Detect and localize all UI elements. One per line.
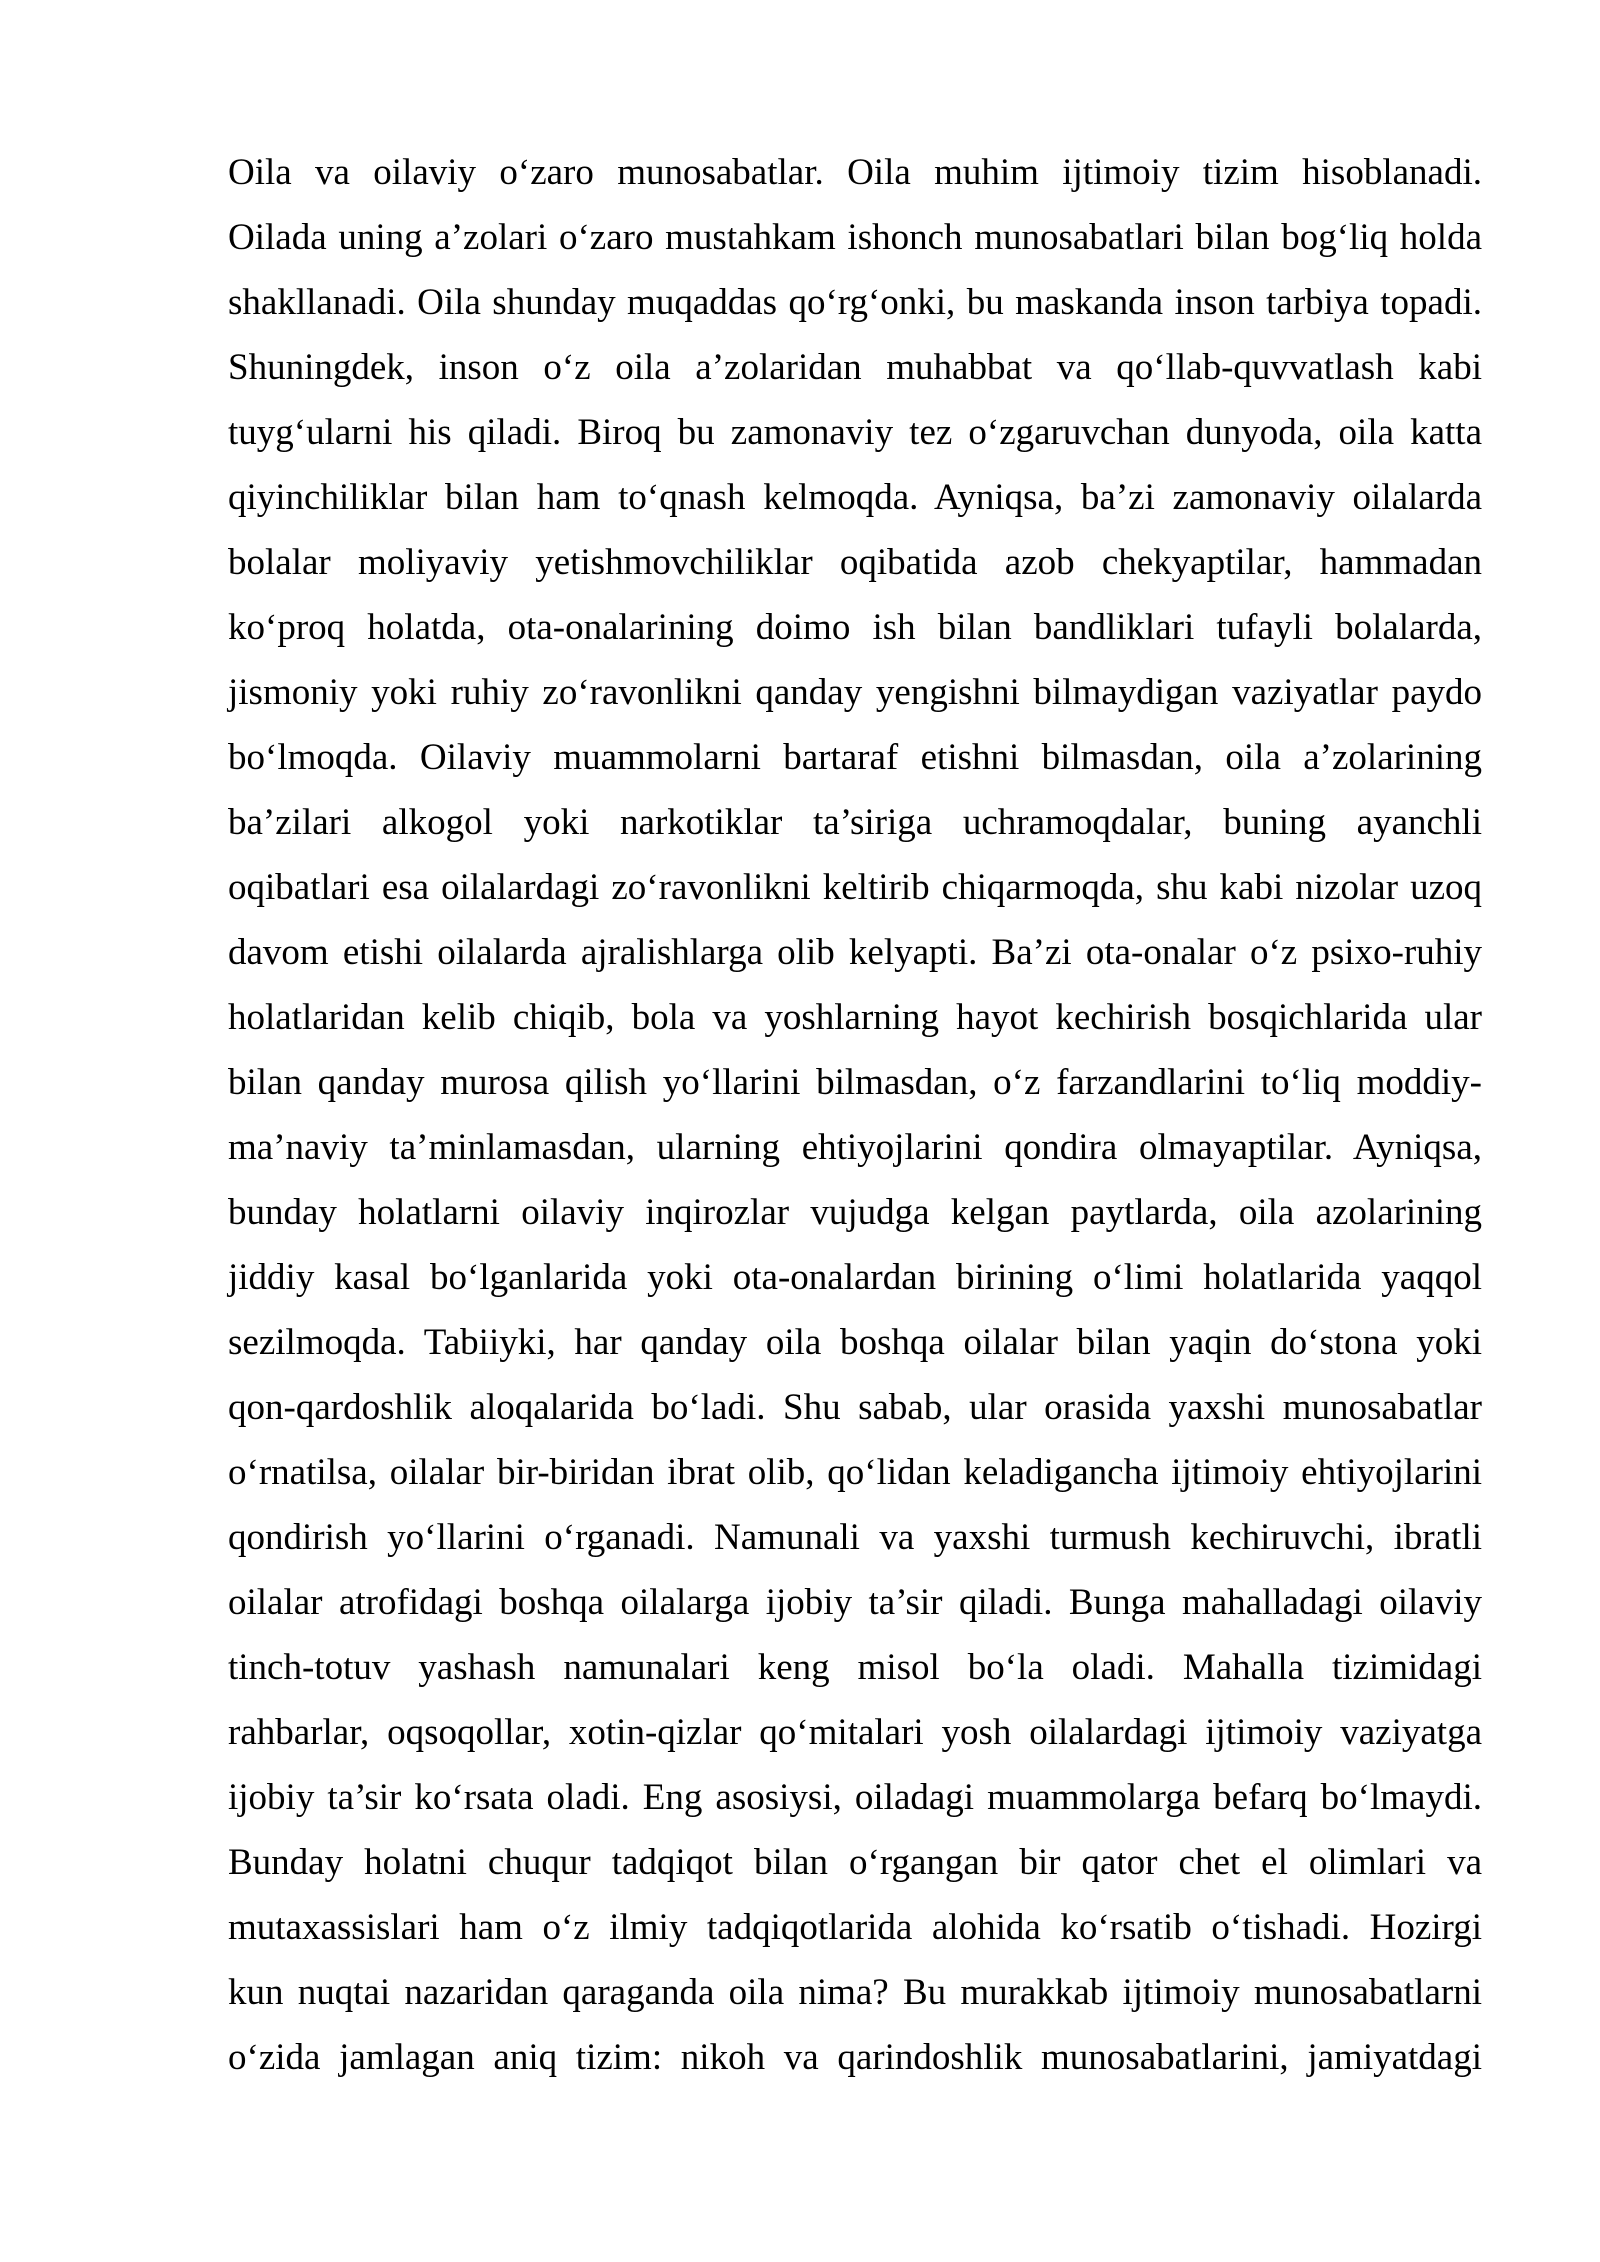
text-line: oqibatlari esa oilalardagi zo‘ravonlikni keltirib chiqarmoqda, shu kabi nizolar uzoq	[228, 867, 1482, 908]
text-line: Oilada uning a’zolari o‘zaro mustahkam ishonch munosabatlari bilan bog‘liq holda	[228, 217, 1482, 258]
text-line: bolalar moliyaviy yetishmovchiliklar oqibatida azob chekyaptilar, hammadan	[228, 542, 1482, 583]
text-line: Oila va oilaviy o‘zaro munosabatlar. Oila muhim ijtimoiy tizim hisoblanadi.	[228, 152, 1482, 193]
text-line: shakllanadi. Oila shunday muqaddas qo‘rg‘onki, bu maskanda inson tarbiya topadi.	[228, 282, 1482, 323]
text-line: tinch-totuv yashash namunalari keng misol bo‘la oladi. Mahalla tizimidagi	[228, 1647, 1482, 1688]
text-line: ma’naviy ta’minlamasdan, ularning ehtiyojlarini qondira olmayaptilar. Ayniqsa,	[228, 1127, 1482, 1168]
text-line: qondirish yo‘llarini o‘rganadi. Namunali va yaxshi turmush kechiruvchi, ibratli	[228, 1517, 1482, 1558]
text-line: ijobiy ta’sir ko‘rsata oladi. Eng asosiysi, oiladagi muammolarga befarq bo‘lmaydi.	[228, 1777, 1482, 1818]
text-line: bilan qanday murosa qilish yo‘llarini bilmasdan, o‘z farzandlarini to‘liq moddiy-	[228, 1062, 1482, 1103]
text-line: o‘zida jamlagan aniq tizim: nikoh va qarindoshlik munosabatlarini, jamiyatdagi	[228, 2037, 1482, 2078]
text-line: ko‘proq holatda, ota-onalarining doimo ish bilan bandliklari tufayli bolalarda,	[228, 607, 1482, 648]
text-line: Bunday holatni chuqur tadqiqot bilan o‘rgangan bir qator chet el olimlari va	[228, 1842, 1482, 1883]
text-line: qon-qardoshlik aloqalarida bo‘ladi. Shu sabab, ular orasida yaxshi munosabatlar	[228, 1387, 1482, 1428]
text-line: holatlaridan kelib chiqib, bola va yoshlarning hayot kechirish bosqichlarida ular	[228, 997, 1482, 1038]
text-line: kun nuqtai nazaridan qaraganda oila nima? Bu murakkab ijtimoiy munosabatlarni	[228, 1972, 1482, 2013]
text-line: bo‘lmoqda. Oilaviy muammolarni bartaraf etishni bilmasdan, oila a’zolarining	[228, 737, 1482, 778]
text-line: Shuningdek, inson o‘z oila a’zolaridan muhabbat va qo‘llab-quvvatlash kabi	[228, 347, 1482, 388]
text-line: jiddiy kasal bo‘lganlarida yoki ota-onalardan birining o‘limi holatlarida yaqqol	[228, 1257, 1482, 1298]
text-line: rahbarlar, oqsoqollar, xotin-qizlar qo‘mitalari yosh oilalardagi ijtimoiy vaziyatga	[228, 1712, 1482, 1753]
text-line: sezilmoqda. Tabiiyki, har qanday oila boshqa oilalar bilan yaqin do‘stona yoki	[228, 1322, 1482, 1363]
text-line: tuyg‘ularni his qiladi. Biroq bu zamonaviy tez o‘zgaruvchan dunyoda, oila katta	[228, 412, 1482, 453]
text-line: o‘rnatilsa, oilalar bir-biridan ibrat olib, qo‘lidan keladigancha ijtimoiy ehtiyojlarini	[228, 1452, 1482, 1493]
text-line: mutaxassislari ham o‘z ilmiy tadqiqotlarida alohida ko‘rsatib o‘tishadi. Hozirgi	[228, 1907, 1482, 1948]
text-line: qiyinchiliklar bilan ham to‘qnash kelmoqda. Ayniqsa, ba’zi zamonaviy oilalarda	[228, 477, 1482, 518]
text-line: davom etishi oilalarda ajralishlarga olib kelyapti. Ba’zi ota-onalar o‘z psixo-ruhiy	[228, 932, 1482, 973]
text-line: ba’zilari alkogol yoki narkotiklar ta’siriga uchramoqdalar, buning ayanchli	[228, 802, 1482, 843]
text-line: oilalar atrofidagi boshqa oilalarga ijobiy ta’sir qiladi. Bunga mahalladagi oilaviy	[228, 1582, 1482, 1623]
text-line: jismoniy yoki ruhiy zo‘ravonlikni qanday yengishni bilmaydigan vaziyatlar paydo	[228, 672, 1482, 713]
text-line: bunday holatlarni oilaviy inqirozlar vujudga kelgan paytlarda, oila azolarining	[228, 1192, 1482, 1233]
paragraph	[228, 140, 1482, 2090]
